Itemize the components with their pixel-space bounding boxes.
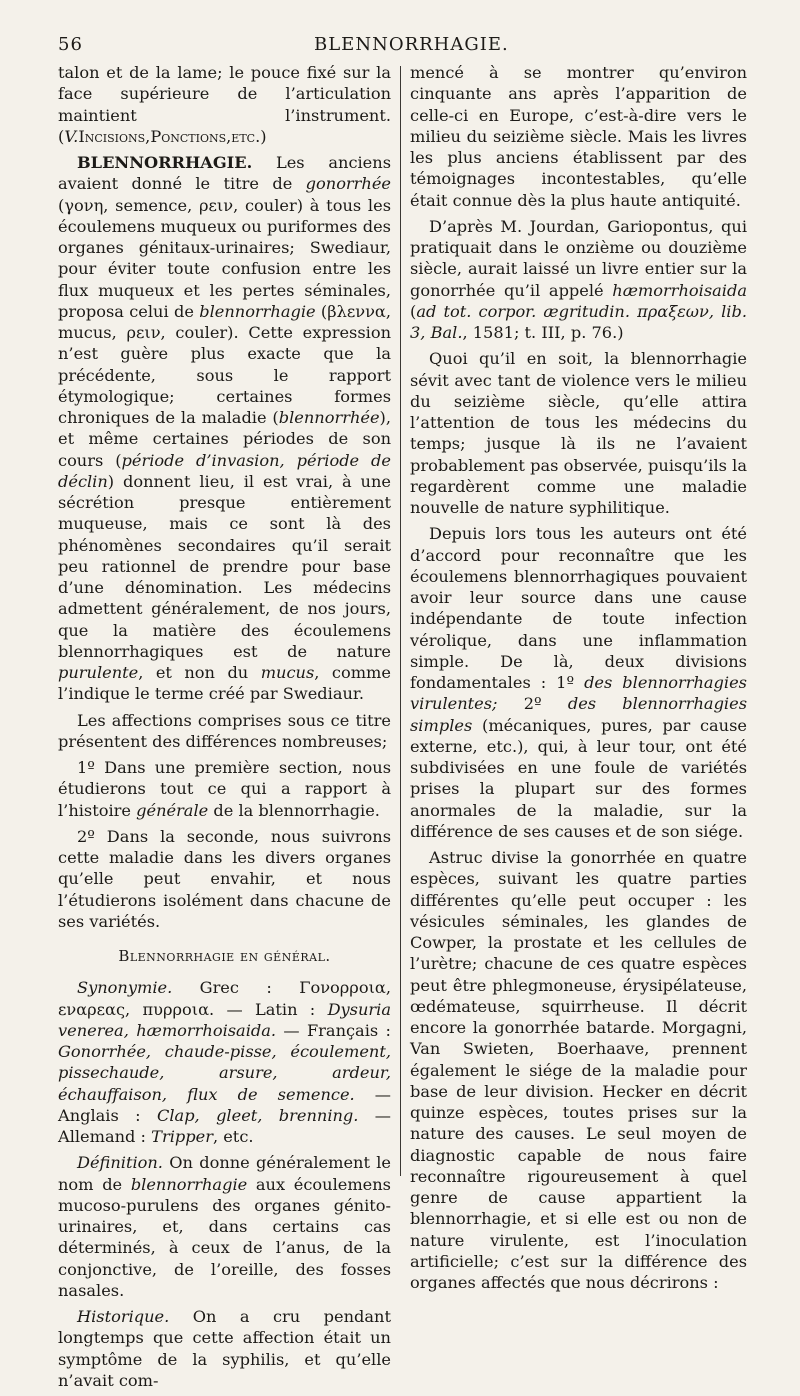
paragraph: Depuis lors tous les auteurs ont été d’accord pour reconnaître que les écoulemens blennorrhagiques pouvaient avoir leur source dans une cause indépendante de toute infection vérolique, dans une inflammation simple. De là, deux divisions fondamentales : 1º des blennorrhagies virulentes; 2º des blennorrhagies simples (mécaniques, pures, par cause externe, etc.), qui, à leur tour, ont été subdivisées en une foule de variétés prises la plupart sur des formes anormales de la maladie, sur la différence de ses causes et de son siége. (410, 524, 747, 841)
paragraph: 1º Dans une première section, nous étudierons tout ce qui a rapport à l’histoire générale de la blennorrhagie. (58, 758, 391, 820)
paragraph: Quoi qu’il en soit, la blennorrhagie sévit avec tant de violence vers le milieu du seizième siècle, qu’elle attira l’attention de tous les médecins du temps; jusque là ils ne l’avaient probablement pas observée, puisqu’ils la regardèrent comme une maladie nouvelle de nature syphilitique. (410, 349, 747, 517)
page-number: 56 (58, 34, 83, 55)
definition-paragraph: Définition. On donne généralement le nom de blennorrhagie aux écoulemens mucoso-purulens des organes génito-urinaires, et, dans certains cas déterminés, à ceux de l’anus, de la conjonctive, de l’oreille, des fosses nasales. (58, 1153, 391, 1300)
paragraph-continued: talon et de la lame; le pouce fixé sur la face supérieure de l’articulation maintient l’instrument.(V.Incisions,Ponctions,etc.) (58, 63, 391, 146)
entry-blennorrhagie: BLENNORRHAGIE. Les anciens avaient donné le titre de gonorrhée (γονη, semence, ρειν, couler) à tous les écoulemens muqueux ou puriformes des organes génitaux-urinaires; Swediaur, pour éviter toute confusion entre les flux muqueux et les pertes séminales, proposa celui de blennorrhagie (βλεννα, mucus, ρειν, couler). Cette expression n’est guère plus exacte que la précédente, sous le rapport étymologique; certaines formes chroniques de la maladie (blennorrhée), et même certaines périodes de son cours (période d’invasion, période de déclin) donnent lieu, il est vrai, à une sécrétion presque entièrement muqueuse, mais ce sont là des phénomènes secondaires qu’il serait peu rationnel de prendre pour base d’une dénomination. Les médecins admettent généralement, de nos jours, que la matière des écoulemens blennorrhagiques est de nature purulente, et non du mucus, comme l’indique le terme créé par Swediaur. (58, 153, 391, 704)
left-column (58, 62, 391, 1396)
column-rule (400, 66, 401, 1176)
paragraph-continued: mencé à se montrer qu’environ cinquante ans après l’apparition de celle-ci en Europe, c’est-à-dire vers le milieu du seizième siècle. Mais les livres les plus anciens établissent par des témoignages incontestables, qu’elle était connue dès la plus haute antiquité. (410, 63, 747, 210)
paragraph: D’après M. Jourdan, Gariopontus, qui pratiquait dans le onzième ou douzième siècle, aurait laissé un livre entier sur la gonorrhée qu’il appelé hæmorrhoisaida (ad tot. corpor. ægritudin. πραξεων, lib. 3, Bal., 1581; t. III, p. 76.) (410, 216, 747, 342)
page-header (58, 34, 748, 60)
paragraph: Astruc divise la gonorrhée en quatre espèces, suivant les quatre parties différentes qu’elle peut occuper : les vésicules séminales, les glandes de Cowper, la prostate et les cellules de l’urètre; chacune de ces quatre espèces peut être phlegmoneuse, érysipélateuse, œdémateuse, squirrheuse. Il décrit encore la gonorrhée batarde. Morgagni, Van Swieten, Boerhaave, prennent également le siége de la maladie pour base de leur division. Hecker en décrit quinze espèces, toutes prises sur la nature des causes. Le seul moyen de diagnostic capable de nous faire reconnaître rigoureusement à quel genre de cause appartient la blennorrhagie, et si elle est ou non de nature virulente, est l’inoculation artificielle; c’est sur la différence des organes affectés que nous décrirons : (410, 848, 747, 1292)
history-paragraph: Historique. On a cru pendant longtemps que cette affection était un symptôme de la syphilis, et qu’elle n’avait com- (58, 1307, 391, 1390)
synonymy-paragraph: Synonymie. Grec : Γονορροια, εναρεας, πυρροια. — Latin : Dysuria venerea, hæmorrhoisaida. — Français : Gonorrhée, chaude-pisse, écoulement, pissechaude, arsure, ardeur, échauffaison, flux de semence. — Anglais : Clap, gleet, brenning. — Allemand : Tripper, etc. (58, 978, 391, 1146)
entry-headword: BLENNORRHAGIE. (77, 153, 253, 172)
running-head: BLENNORRHAGIE. (314, 34, 509, 55)
section-heading: Blennorrhagie en général. (118, 947, 331, 965)
paragraph: Les affections comprises sous ce titre présentent des différences nombreuses; (58, 710, 391, 751)
paragraph: 2º Dans la seconde, nous suivrons cette maladie dans les divers organes qu’elle peut envahir, et nous l’étudierons isolément dans chacune de ses variétés. (58, 826, 391, 931)
right-column (410, 62, 747, 1298)
